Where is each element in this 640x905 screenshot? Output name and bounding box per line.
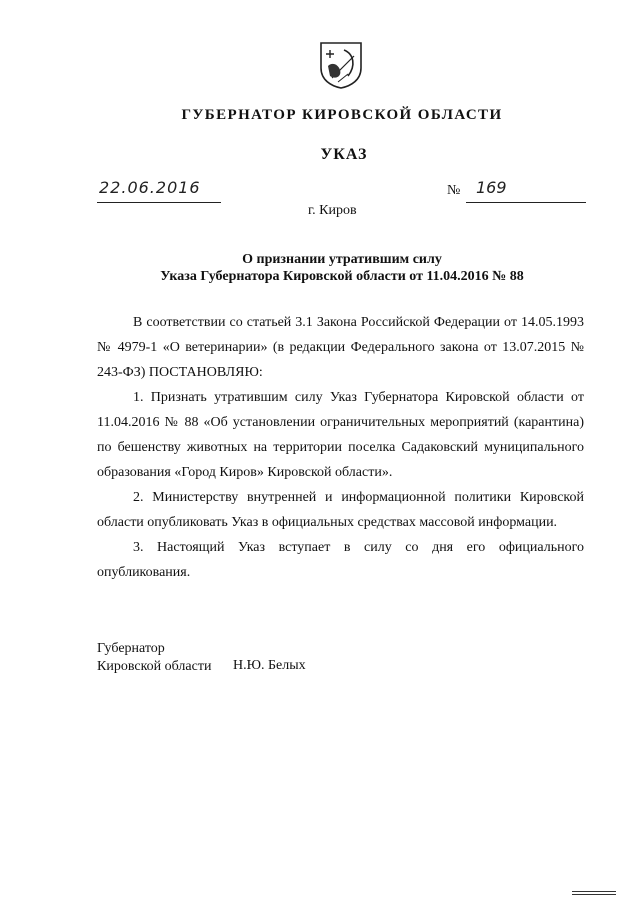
signatory-name: Н.Ю. Белых bbox=[233, 658, 306, 673]
preamble-paragraph: В соответствии со статьей 3.1 Закона Российской Федерации от 14.05.1993 № 4979-1 «О ветеринарии» (в редакции Федерального закона от 13.07.2015 № 243-ФЗ) ПОСТАНОВЛЯЮ: bbox=[97, 315, 584, 380]
document-type: УКАЗ bbox=[320, 146, 368, 163]
clause-1: 1. Признать утратившим силу Указ Губернатора Кировской области от 11.04.2016 № 88 «Об установлении ограничительных мероприятий (карантина) по бешенству животных на территории поселка Садаковский муниципального образования «Город Киров» Кировской области». bbox=[97, 390, 584, 480]
signatory-position-line1: Губернатор bbox=[97, 641, 165, 656]
issuing-authority: ГУБЕРНАТОР КИРОВСКОЙ ОБЛАСТИ bbox=[181, 107, 503, 123]
document-title-line2: Указа Губернатора Кировской области от 11.04.2016 № 88 bbox=[160, 269, 524, 284]
signatory-position-line2: Кировской области bbox=[97, 659, 212, 674]
date-field bbox=[97, 176, 221, 203]
number-field bbox=[466, 176, 586, 203]
number-label: № bbox=[447, 183, 461, 198]
document-title-line1: О признании утратившим силу bbox=[242, 252, 442, 267]
handwritten-date: 22.06.2016 bbox=[99, 178, 201, 197]
handwritten-number: 169 bbox=[476, 178, 507, 197]
document-body bbox=[97, 310, 584, 585]
footer-divider bbox=[572, 891, 616, 895]
clause-2: 2. Министерству внутренней и информационной политики Кировской области опубликовать Указ в официальных средствах массовой информации. bbox=[97, 490, 584, 530]
kirov-coat-of-arms-icon bbox=[318, 40, 364, 90]
city: г. Киров bbox=[308, 203, 357, 218]
clause-3: 3. Настоящий Указ вступает в силу со дня его официального опубликования. bbox=[97, 540, 584, 580]
